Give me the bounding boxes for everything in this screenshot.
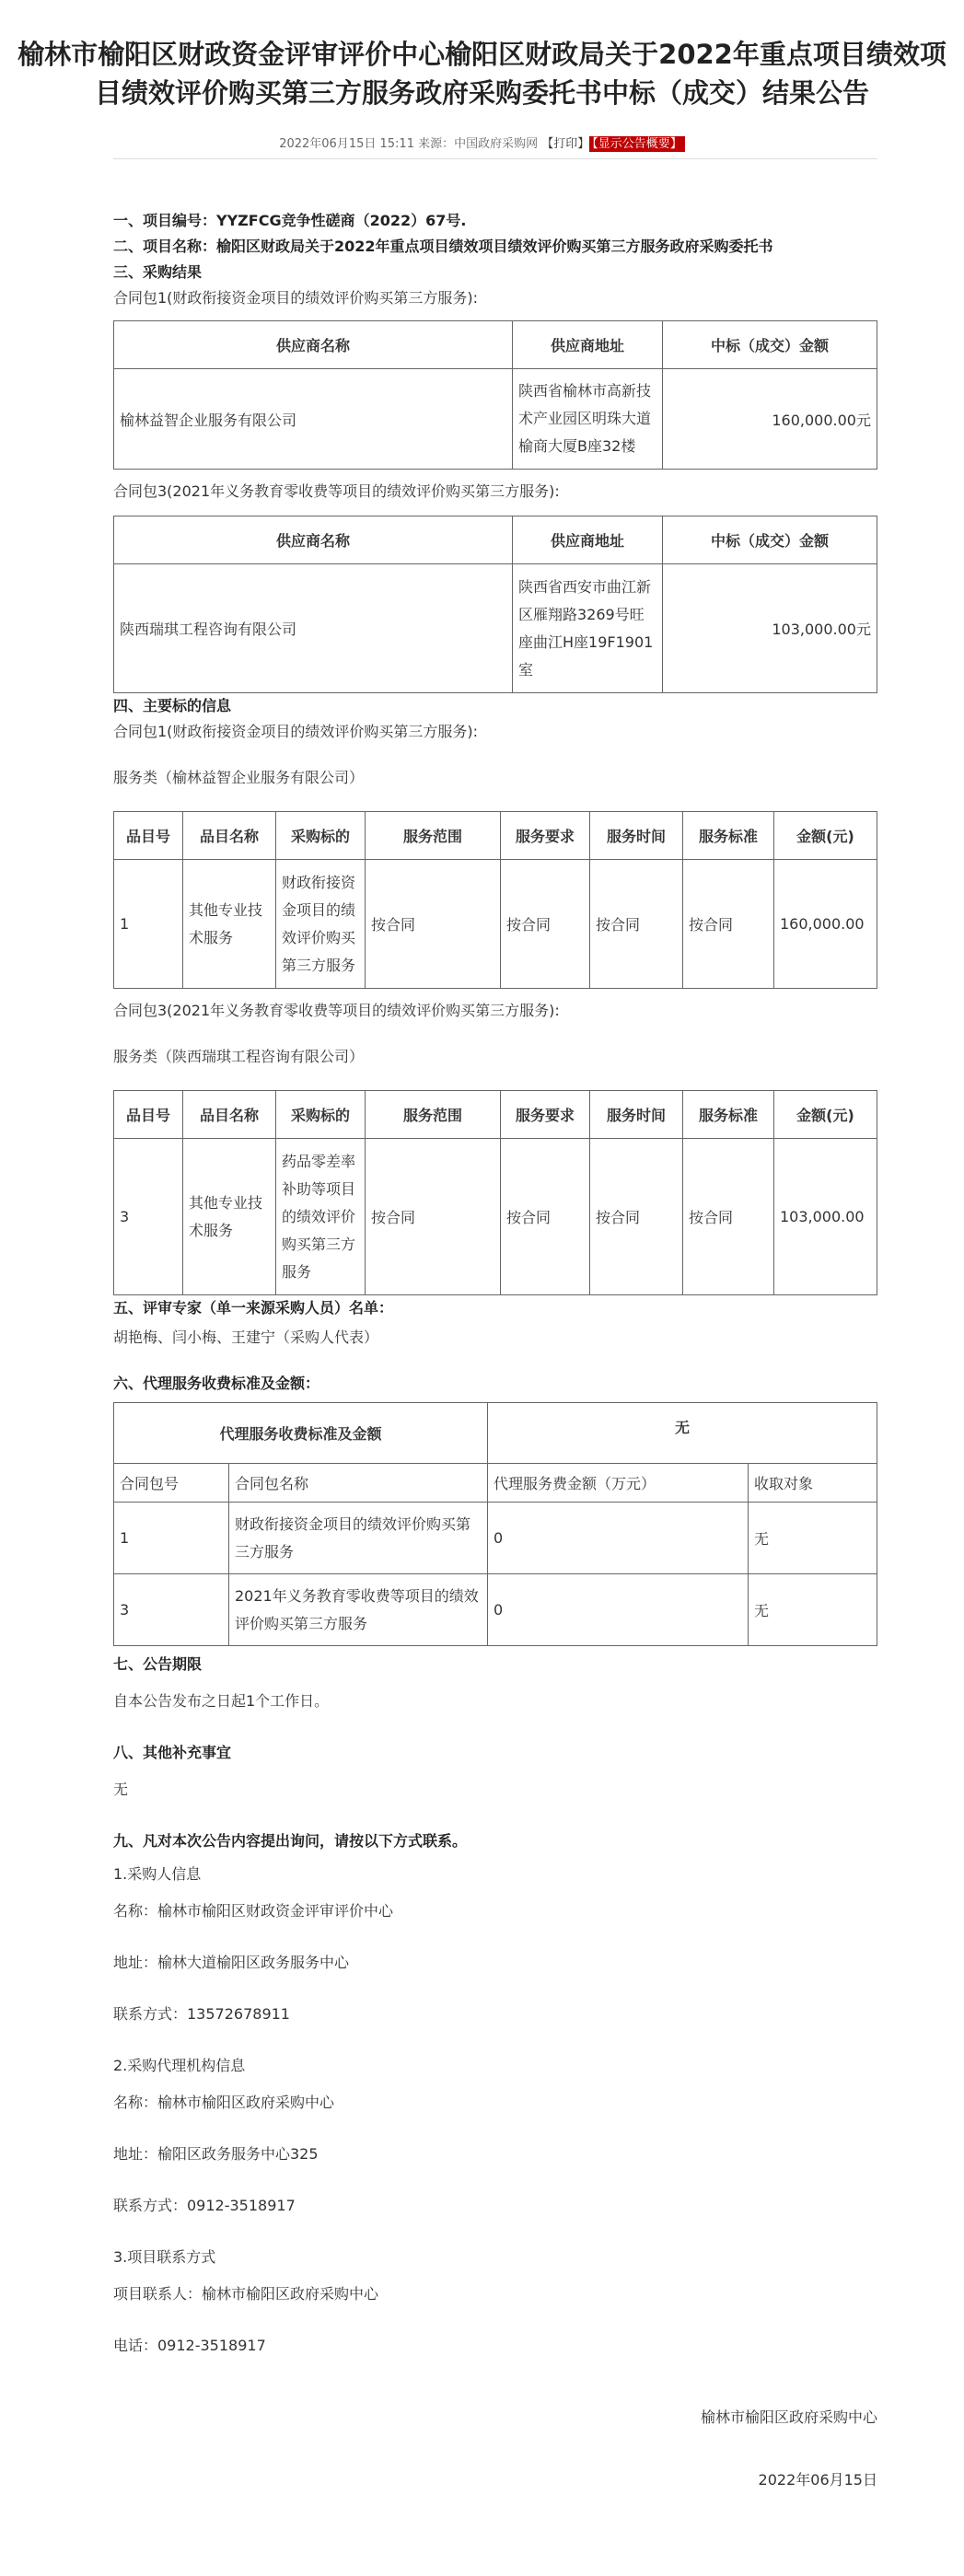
item-name: 其他专业技术服务 (183, 860, 276, 989)
contact-purchaser-address: 地址：榆林大道榆阳区政务服务中心 (113, 1954, 350, 1971)
announcement-period: 自本公告发布之日起1个工作日。 (113, 1692, 330, 1710)
experts-list: 胡艳梅、闫小梅、王建宁（采购人代表） (113, 1329, 379, 1346)
table-header: 中标（成交）金额 (663, 321, 877, 369)
publish-date: 2022年06月15日 15:11 (279, 137, 414, 151)
table-cell: 3 (114, 1574, 229, 1646)
section-heading: 三、采购结果 (113, 263, 203, 281)
table-header: 采购标的 (276, 812, 366, 860)
table-cell: 无 (749, 1503, 877, 1574)
table-header: 服务标准 (683, 1091, 774, 1139)
contact-agency-title: 2.采购代理机构信息 (113, 2057, 246, 2074)
package-3-label: 合同包3(2021年义务教育零收费等项目的绩效评价购买第三方服务): (113, 1002, 560, 1019)
table-header: 服务范围 (366, 1091, 501, 1139)
source-label: 来源：中国政府采购网 (418, 137, 539, 151)
section-heading: 五、评审专家（单一来源采购人员）名单： (113, 1299, 394, 1317)
item-scope: 按合同 (366, 860, 501, 989)
table-header: 金额(元) (774, 812, 877, 860)
item-scope: 按合同 (366, 1139, 501, 1295)
table-header: 品目号 (114, 1091, 183, 1139)
service-category: 服务类（陕西瑞琪工程咨询有限公司） (113, 1048, 365, 1065)
item-amount: 103,000.00 (774, 1139, 877, 1295)
supplier-table-1 (113, 320, 877, 470)
item-target: 财政衔接资金项目的绩效评价购买第三方服务 (276, 860, 366, 989)
item-table-1 (113, 811, 877, 989)
table-cell: 合同包名称 (229, 1464, 488, 1503)
item-amount: 160,000.00 (774, 860, 877, 989)
other-matters: 无 (113, 1781, 129, 1798)
bid-amount: 103,000.00元 (663, 564, 877, 693)
supplier-name: 陕西瑞琪工程咨询有限公司 (114, 564, 513, 693)
item-name: 其他专业技术服务 (183, 1139, 276, 1295)
table-header: 供应商地址 (513, 516, 663, 564)
agency-fee-table (113, 1402, 877, 1646)
table-header: 代理服务收费标准及金额 (114, 1403, 488, 1464)
table-cell: 0 (488, 1574, 749, 1646)
item-table-3 (113, 1090, 877, 1295)
package-1-label: 合同包1(财政衔接资金项目的绩效评价购买第三方服务): (113, 289, 479, 307)
table-cell: 0 (488, 1503, 749, 1574)
table-header: 服务范围 (366, 812, 501, 860)
table-header: 中标（成交）金额 (663, 516, 877, 564)
table-cell: 代理服务费金额（万元） (488, 1464, 749, 1503)
section-heading: 八、其他补充事宜 (113, 1744, 232, 1761)
package-1-label: 合同包1(财政衔接资金项目的绩效评价购买第三方服务): (113, 723, 479, 740)
table-header: 供应商地址 (513, 321, 663, 369)
contact-purchaser-name: 名称：榆林市榆阳区财政资金评审评价中心 (113, 1902, 394, 1920)
table-header: 服务要求 (501, 812, 590, 860)
table-header: 无 (488, 1403, 877, 1464)
bid-amount: 160,000.00元 (663, 369, 877, 470)
contact-agency-name: 名称：榆林市榆阳区政府采购中心 (113, 2094, 335, 2111)
item-number: 1 (114, 860, 183, 989)
table-cell: 2021年义务教育零收费等项目的绩效评价购买第三方服务 (229, 1574, 488, 1646)
table-header: 品目号 (114, 812, 183, 860)
divider (113, 158, 877, 159)
table-header: 供应商名称 (114, 321, 513, 369)
table-cell: 财政衔接资金项目的绩效评价购买第三方服务 (229, 1503, 488, 1574)
print-link[interactable]: 【打印】 (541, 137, 590, 151)
table-cell: 1 (114, 1503, 229, 1574)
project-number: 一、项目编号：YYZFCG竞争性磋商（2022）67号. (113, 212, 467, 229)
supplier-table-3 (113, 516, 877, 693)
page-title: 榆林市榆阳区财政资金评审评价中心榆阳区财政局关于2022年重点项目绩效项目绩效评价购买第三方服务政府采购委托书中标（成交）结果公告 (17, 39, 947, 109)
table-header: 品目名称 (183, 1091, 276, 1139)
meta-line (0, 133, 964, 151)
item-time: 按合同 (590, 860, 683, 989)
supplier-name: 榆林益智企业服务有限公司 (114, 369, 513, 470)
table-header: 服务标准 (683, 812, 774, 860)
item-standard: 按合同 (683, 1139, 774, 1295)
show-summary-button[interactable]: 【显示公告概要】 (589, 136, 685, 152)
item-number: 3 (114, 1139, 183, 1295)
announcement-body (113, 208, 877, 2493)
service-category: 服务类（榆林益智企业服务有限公司） (113, 769, 365, 786)
item-time: 按合同 (590, 1139, 683, 1295)
section-heading: 六、代理服务收费标准及金额： (113, 1375, 320, 1392)
project-name: 二、项目名称：榆阳区财政局关于2022年重点项目绩效项目绩效评价购买第三方服务政府采购委托书 (113, 238, 773, 255)
table-header: 采购标的 (276, 1091, 366, 1139)
contact-agency-phone: 联系方式：0912-3518917 (113, 2197, 296, 2214)
item-requirement: 按合同 (501, 860, 590, 989)
contact-project-phone: 电话：0912-3518917 (113, 2337, 266, 2354)
contact-purchaser-phone: 联系方式：13572678911 (113, 2005, 290, 2023)
section-heading: 四、主要标的信息 (113, 697, 232, 714)
item-standard: 按合同 (683, 860, 774, 989)
package-3-label: 合同包3(2021年义务教育零收费等项目的绩效评价购买第三方服务): (113, 482, 560, 500)
table-header: 服务时间 (590, 1091, 683, 1139)
table-cell: 收取对象 (749, 1464, 877, 1503)
supplier-address: 陕西省榆林市高新技术产业园区明珠大道榆商大厦B座32楼 (513, 369, 663, 470)
table-cell: 无 (749, 1574, 877, 1646)
item-requirement: 按合同 (501, 1139, 590, 1295)
supplier-address: 陕西省西安市曲江新区雁翔路3269号旺座曲江H座19F1901室 (513, 564, 663, 693)
contact-purchaser-title: 1.采购人信息 (113, 1865, 202, 1883)
section-heading: 七、公告期限 (113, 1655, 203, 1673)
table-header: 服务要求 (501, 1091, 590, 1139)
contact-agency-address: 地址：榆阳区政务服务中心325 (113, 2145, 319, 2163)
section-heading: 九、凡对本次公告内容提出询问，请按以下方式联系。 (113, 1832, 468, 1850)
signature-date: 2022年06月15日 (758, 2471, 877, 2489)
table-header: 品目名称 (183, 812, 276, 860)
contact-project-person: 项目联系人：榆林市榆阳区政府采购中心 (113, 2285, 379, 2303)
table-header: 金额(元) (774, 1091, 877, 1139)
item-target: 药品零差率补助等项目的绩效评价购买第三方服务 (276, 1139, 366, 1295)
signature-organization: 榆林市榆阳区政府采购中心 (700, 2408, 877, 2426)
table-header: 服务时间 (590, 812, 683, 860)
table-header: 供应商名称 (114, 516, 513, 564)
table-cell: 合同包号 (114, 1464, 229, 1503)
contact-project-title: 3.项目联系方式 (113, 2248, 216, 2266)
